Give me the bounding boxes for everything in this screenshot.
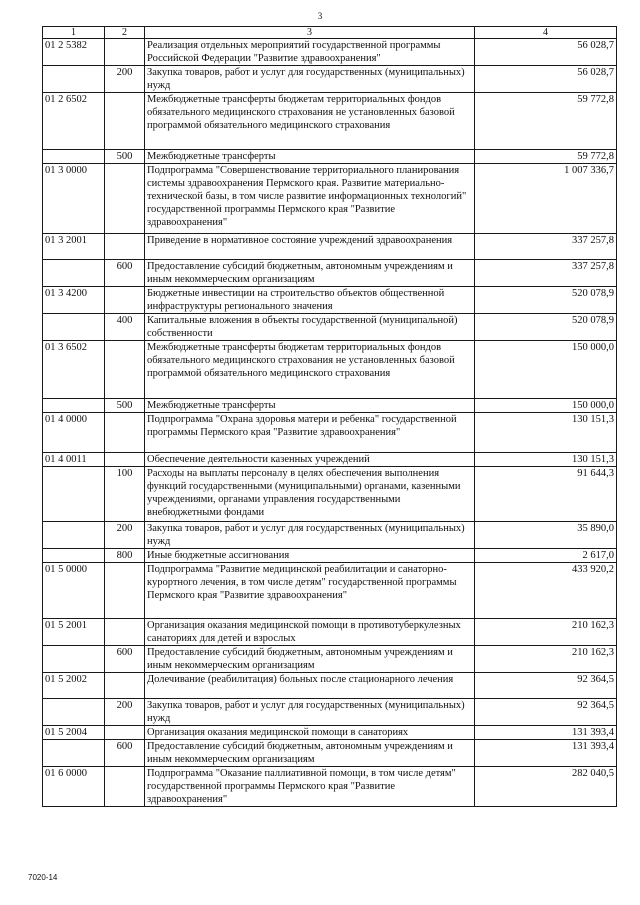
cell-expense-type (105, 413, 145, 453)
budget-table (42, 26, 617, 807)
table-header (43, 27, 617, 39)
table-row (43, 66, 617, 93)
cell-expense-type: 400 (105, 314, 145, 341)
cell-code: 01 5 2001 (43, 619, 105, 646)
cell-expense-type: 200 (105, 522, 145, 549)
cell-code (43, 646, 105, 673)
cell-name: Подпрограмма "Охрана здоровья матери и ребенка" государственной программы Пермского края "Развитие здравоохранения" (145, 413, 475, 453)
cell-name: Расходы на выплаты персоналу в целях обеспечения выполнения функций государственными (муниципальными) органами, казенными учреждениями, органами управления государственными внебюджетными фондами (145, 467, 475, 522)
cell-expense-type: 200 (105, 699, 145, 726)
cell-expense-type (105, 767, 145, 807)
cell-code: 01 5 2002 (43, 673, 105, 699)
table-row (43, 164, 617, 234)
cell-code: 01 5 0000 (43, 563, 105, 619)
cell-expense-type (105, 563, 145, 619)
header-col-2: 2 (105, 27, 145, 39)
table-row (43, 413, 617, 453)
header-row (43, 27, 617, 39)
table-row (43, 673, 617, 699)
cell-expense-type (105, 234, 145, 260)
cell-amount: 130 151,3 (475, 453, 617, 467)
cell-expense-type: 100 (105, 467, 145, 522)
cell-name: Подпрограмма "Оказание паллиативной помощи, в том числе детям" государственной программы Пермского края "Развитие здравоохранения" (145, 767, 475, 807)
cell-amount: 56 028,7 (475, 39, 617, 66)
table-row (43, 39, 617, 66)
cell-code (43, 549, 105, 563)
table-row (43, 287, 617, 314)
cell-amount: 130 151,3 (475, 413, 617, 453)
table-row (43, 767, 617, 807)
cell-name: Бюджетные инвестиции на строительство объектов общественной инфраструктуры регионального значения (145, 287, 475, 314)
cell-code (43, 314, 105, 341)
cell-expense-type (105, 673, 145, 699)
table-row (43, 150, 617, 164)
cell-expense-type (105, 453, 145, 467)
cell-name: Подпрограмма "Развитие медицинской реабилитации и санаторно-курортного лечения, в том числе детям" государственной программы Пермского края "Развитие здравоохранения" (145, 563, 475, 619)
cell-amount: 2 617,0 (475, 549, 617, 563)
header-col-4: 4 (475, 27, 617, 39)
cell-name: Приведение в нормативное состояние учреждений здравоохранения (145, 234, 475, 260)
cell-expense-type (105, 93, 145, 150)
cell-amount: 337 257,8 (475, 234, 617, 260)
cell-amount: 433 920,2 (475, 563, 617, 619)
table-row (43, 646, 617, 673)
cell-name: Предоставление субсидий бюджетным, автономным учреждениям и иным некоммерческим организациям (145, 260, 475, 287)
cell-expense-type: 800 (105, 549, 145, 563)
table-row (43, 467, 617, 522)
cell-name: Подпрограмма "Совершенствование территориального планирования системы здравоохранения Пермского края. Развитие материально-технической базы, в том числе развитие информационных технологий" государственной программы Пермского края "Развитие здравоохранения" (145, 164, 475, 234)
cell-name: Предоставление субсидий бюджетным, автономным учреждениям и иным некоммерческим организациям (145, 646, 475, 673)
cell-name: Иные бюджетные ассигнования (145, 549, 475, 563)
cell-amount: 59 772,8 (475, 93, 617, 150)
cell-amount: 150 000,0 (475, 341, 617, 399)
cell-amount: 520 078,9 (475, 287, 617, 314)
cell-code: 01 3 6502 (43, 341, 105, 399)
cell-code: 01 2 6502 (43, 93, 105, 150)
cell-amount: 282 040,5 (475, 767, 617, 807)
cell-expense-type (105, 619, 145, 646)
cell-code (43, 66, 105, 93)
cell-name: Межбюджетные трансферты (145, 399, 475, 413)
table-row (43, 234, 617, 260)
cell-expense-type (105, 287, 145, 314)
cell-amount: 210 162,3 (475, 646, 617, 673)
table-row (43, 563, 617, 619)
cell-expense-type (105, 726, 145, 740)
cell-amount: 150 000,0 (475, 399, 617, 413)
header-col-3: 3 (145, 27, 475, 39)
cell-amount: 92 364,5 (475, 673, 617, 699)
cell-name: Организация оказания медицинской помощи в санаториях (145, 726, 475, 740)
document-code: 7020-14 (28, 873, 58, 882)
cell-code (43, 522, 105, 549)
cell-amount: 59 772,8 (475, 150, 617, 164)
cell-code (43, 699, 105, 726)
table-body (43, 39, 617, 807)
table-row (43, 93, 617, 150)
cell-amount: 520 078,9 (475, 314, 617, 341)
page-number: 3 (317, 11, 323, 21)
cell-expense-type: 500 (105, 399, 145, 413)
cell-expense-type: 600 (105, 260, 145, 287)
table-row (43, 619, 617, 646)
cell-expense-type (105, 39, 145, 66)
table-row (43, 341, 617, 399)
cell-code: 01 4 0000 (43, 413, 105, 453)
table-row (43, 453, 617, 467)
cell-code: 01 2 5382 (43, 39, 105, 66)
cell-amount: 131 393,4 (475, 726, 617, 740)
cell-amount: 92 364,5 (475, 699, 617, 726)
cell-name: Межбюджетные трансферты бюджетам территориальных фондов обязательного медицинского страхования не установленных базовой программой обязательного медицинского страхования (145, 341, 475, 399)
cell-code: 01 3 0000 (43, 164, 105, 234)
cell-name: Капитальные вложения в объекты государственной (муниципальной) собственности (145, 314, 475, 341)
cell-name: Закупка товаров, работ и услуг для государственных (муниципальных) нужд (145, 522, 475, 549)
cell-expense-type: 600 (105, 646, 145, 673)
cell-amount: 210 162,3 (475, 619, 617, 646)
cell-name: Межбюджетные трансферты (145, 150, 475, 164)
cell-name: Предоставление субсидий бюджетным, автономным учреждениям и иным некоммерческим организациям (145, 740, 475, 767)
cell-code: 01 4 0011 (43, 453, 105, 467)
table-row (43, 314, 617, 341)
cell-name: Межбюджетные трансферты бюджетам территориальных фондов обязательного медицинского страхования не установленных базовой программой обязательного медицинского страхования (145, 93, 475, 150)
table-row (43, 726, 617, 740)
cell-expense-type: 500 (105, 150, 145, 164)
cell-amount: 35 890,0 (475, 522, 617, 549)
cell-code: 01 5 2004 (43, 726, 105, 740)
cell-code: 01 3 4200 (43, 287, 105, 314)
cell-name: Организация оказания медицинской помощи в противотуберкулезных санаториях для детей и взрослых (145, 619, 475, 646)
cell-name: Закупка товаров, работ и услуг для государственных (муниципальных) нужд (145, 66, 475, 93)
cell-code (43, 467, 105, 522)
table-row (43, 399, 617, 413)
cell-amount: 56 028,7 (475, 66, 617, 93)
cell-name: Долечивание (реабилитация) больных после стационарного лечения (145, 673, 475, 699)
table-row (43, 699, 617, 726)
table-row (43, 522, 617, 549)
cell-expense-type: 600 (105, 740, 145, 767)
cell-expense-type: 200 (105, 66, 145, 93)
cell-code (43, 740, 105, 767)
cell-name: Обеспечение деятельности казенных учреждений (145, 453, 475, 467)
cell-amount: 1 007 336,7 (475, 164, 617, 234)
header-col-1: 1 (43, 27, 105, 39)
table-row (43, 549, 617, 563)
table-row (43, 740, 617, 767)
cell-code: 01 3 2001 (43, 234, 105, 260)
cell-expense-type (105, 341, 145, 399)
cell-amount: 91 644,3 (475, 467, 617, 522)
cell-code (43, 150, 105, 164)
cell-amount: 131 393,4 (475, 740, 617, 767)
cell-code (43, 260, 105, 287)
cell-name: Закупка товаров, работ и услуг для государственных (муниципальных) нужд (145, 699, 475, 726)
cell-code (43, 399, 105, 413)
cell-name: Реализация отдельных мероприятий государственной программы Российской Федерации "Развитие здравоохранения" (145, 39, 475, 66)
cell-amount: 337 257,8 (475, 260, 617, 287)
cell-expense-type (105, 164, 145, 234)
table-row (43, 260, 617, 287)
cell-code: 01 6 0000 (43, 767, 105, 807)
